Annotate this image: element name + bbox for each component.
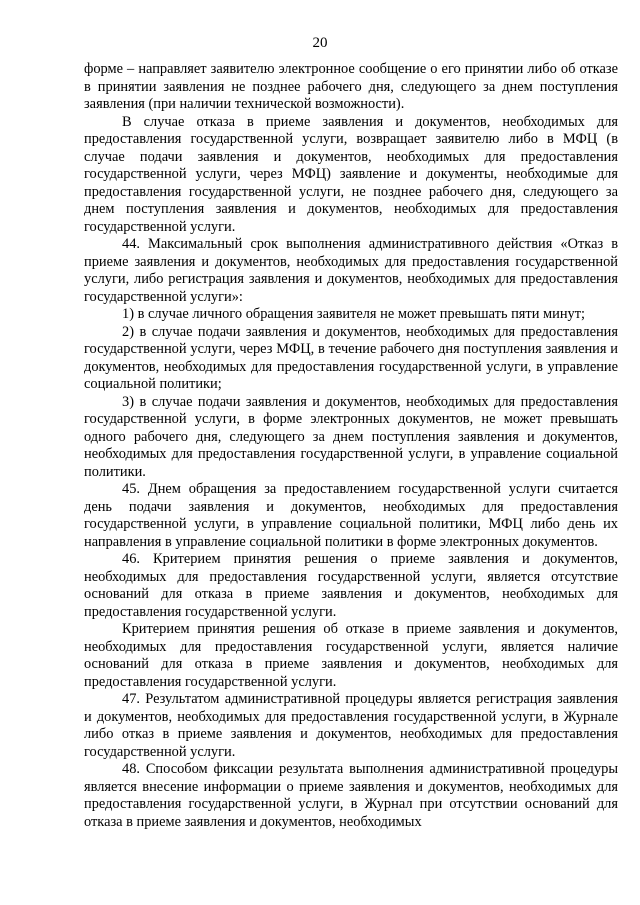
paragraph-46-refusal-criterion: Критерием принятия решения об отказе в приеме заявления и документов, необходимых для предоставления государственной услуги, является наличие оснований для отказа в приеме заявления и документов, необходимых для предоставления государственной услуги. [84, 621, 618, 690]
paragraph-44-item-1: 1) в случае личного обращения заявителя не может превышать пяти минут; [122, 306, 586, 322]
paragraph-refusal-return: В случае отказа в приеме заявления и документов, необходимых для предоставления государственной услуги, возвращает заявителю либо в МФЦ (в случае подачи заявления и документов, необходимых для предоставления государственной услуги, через МФЦ) заявление и документы, необходимые для предоставления государственной услуги, не позднее рабочего дня, следующего за днем поступления заявления и документов, необходимых для предоставления государственной услуги. [84, 113, 618, 235]
paragraph-46: 46. Критерием принятия решения о приеме заявления и документов, необходимых для предоставления государственной услуги, является отсутствие оснований для отказа в приеме заявления и документов, необходимых для предоставления государственной услуги. [84, 551, 618, 620]
paragraph-44-item-2: 2) в случае подачи заявления и документов, необходимых для предоставления государственной услуги, через МФЦ, в течение рабочего дня поступления заявления и документов, необходимых для предоставления государственной услуги, в управление социальной политики; [84, 323, 618, 392]
paragraph-44: 44. Максимальный срок выполнения административного действия «Отказ в приеме заявления и документов, необходимых для предоставления государственной услуги, либо регистрация заявления и документов, необходимых для предоставления государственной услуги»: [84, 236, 618, 305]
paragraph-47: 47. Результатом административной процедуры является регистрация заявления и документов, необходимых для предоставления государственной услуги, в Журнале либо отказ в приеме заявления и документов, необходимых для предоставления государственной услуги. [84, 691, 618, 760]
paragraph-continuation: форме – направляет заявителю электронное сообщение о его принятии либо об отказе в принятии заявления не позднее рабочего дня, следующего за днем поступления заявления (при наличии технической возможности). [84, 61, 618, 112]
paragraph-48: 48. Способом фиксации результата выполнения административной процедуры является внесение информации о приеме заявления и документов, необходимых для предоставления государственной услуги, в Журнал при отсутствии оснований для отказа в приеме заявления и документов, необходимых [84, 761, 618, 830]
paragraph-44-item-3: 3) в случае подачи заявления и документов, необходимых для предоставления государственной услуги, в форме электронных документов, не может превышать одного рабочего дня, следующего за днем поступления заявления и документов, необходимых для предоставления государственной услуги, в управление социальной политики. [84, 393, 618, 480]
paragraph-45: 45. Днем обращения за предоставлением государственной услуги считается день подачи заявления и документов, необходимых для предоставления государственной услуги, в управление социальной политики, МФЦ либо день их направления в управление социальной политики в форме электронных документов. [84, 481, 618, 550]
page-number: 20 [312, 35, 328, 51]
document-body [84, 61, 618, 831]
